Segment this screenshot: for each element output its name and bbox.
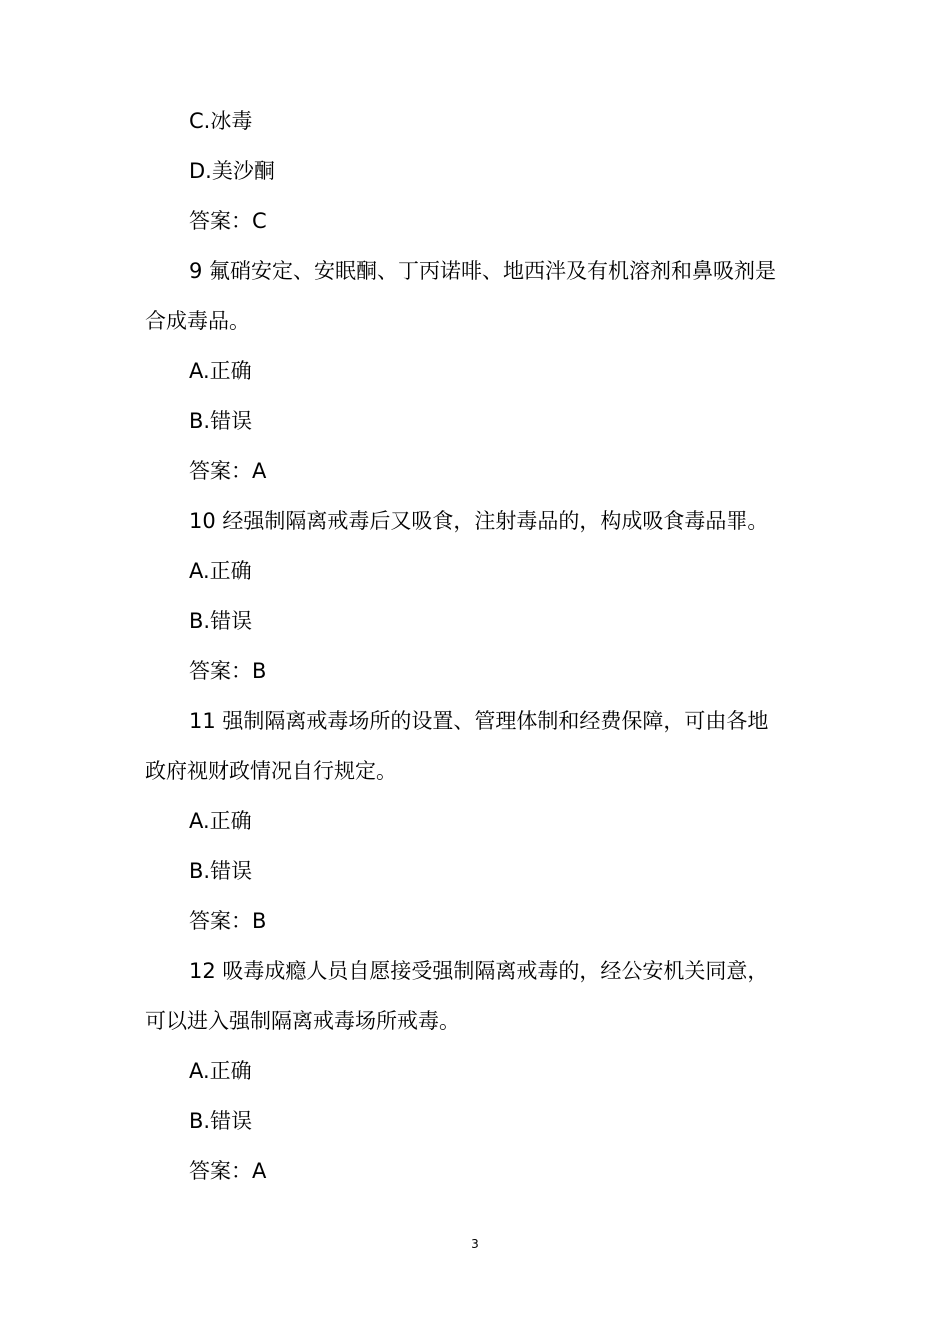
question-10-option-a: A.正确 [189, 559, 252, 583]
question-9-option-b: B.错误 [189, 409, 253, 433]
answer-line: 答案：C [189, 209, 267, 233]
page-content [145, 96, 815, 1196]
question-11-option-a: A.正确 [189, 809, 252, 833]
option-c-line: C.冰毒 [189, 109, 253, 133]
question-10-option-b: B.错误 [189, 609, 253, 633]
question-11-option-b: B.错误 [189, 859, 253, 883]
question-11-line-2: 政府视财政情况自行规定。 [145, 759, 397, 783]
option-d-line: D.美沙酮 [189, 159, 275, 183]
question-10-answer: 答案：B [189, 659, 267, 683]
question-12-line-2: 可以进入强制隔离戒毒场所戒毒。 [145, 1009, 460, 1033]
question-12-line-1: 12 吸毒成瘾人员自愿接受强制隔离戒毒的，经公安机关同意， [189, 959, 769, 983]
question-9-line-2: 合成毒品。 [145, 309, 250, 333]
question-12-option-b: B.错误 [189, 1109, 253, 1133]
page-number: 3 [471, 1237, 479, 1251]
question-9-option-a: A.正确 [189, 359, 252, 383]
question-11-answer: 答案：B [189, 909, 267, 933]
question-9-line-1: 9 氟硝安定、安眠酮、丁丙诺啡、地西泮及有机溶剂和鼻吸剂是 [189, 259, 777, 283]
question-12-option-a: A.正确 [189, 1059, 252, 1083]
question-9-answer: 答案：A [189, 459, 267, 483]
question-11-line-1: 11 强制隔离戒毒场所的设置、管理体制和经费保障，可由各地 [189, 709, 769, 733]
question-12-answer: 答案：A [189, 1159, 267, 1183]
question-10-line-1: 10 经强制隔离戒毒后又吸食，注射毒品的，构成吸食毒品罪。 [189, 509, 769, 533]
